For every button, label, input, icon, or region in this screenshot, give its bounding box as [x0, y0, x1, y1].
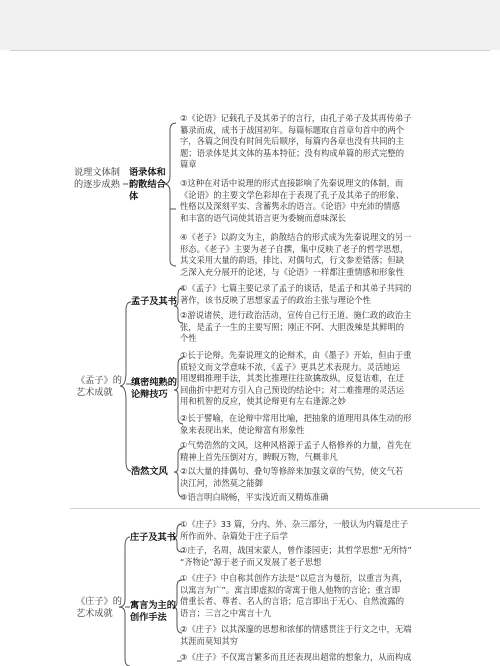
item-line: 其文采用大量的韵语，排比、对偶句式，行文参差错落；但缺 [180, 255, 405, 265]
item-line: 借重长者、尊者、名人的言语；卮言即出于无心、自然流露的 [180, 596, 405, 606]
item-line: 其涯而莫知其穷 [180, 635, 239, 646]
section-label-prose-maturity [74, 167, 120, 191]
item-line: ③《庄子》不仅寓言繁多而且还表现出超常的想象力，从而构成 [180, 652, 412, 662]
section-label-line: 的逐步成熟 [74, 179, 120, 190]
item-line: 以寓言为广”。寓言即虚拟的寄寓于他人他物的言论；重言即 [180, 584, 401, 595]
item-line: 质轻文而文学意味不浓，《孟子》更具艺术表现力。灵活地运 [180, 361, 400, 372]
item-debate-metaphor [180, 413, 480, 436]
item-line: 和丰富的语气词使其语言更为委婉而意味深长 [180, 212, 346, 223]
item-line: 纂录而成，成书于战国初年。每篇标题取自首章句首中的两个 [180, 124, 405, 135]
item-fable-three-words [180, 573, 480, 619]
subtopic-title-analects-laozi: 语录体和韵散结合体 [129, 167, 166, 202]
item-line: “齐物论”源于老子而又发展了老子思想 [180, 556, 322, 567]
item-style-parallelism [180, 466, 480, 489]
item-line: ②《庄子》以其深邃的思想和浓郁的情感贯注于行文之中，无端 [180, 624, 412, 634]
item-line: 象来表现出来，使论辩富有形象性 [180, 424, 305, 435]
item-line: ④《老子》以韵文为主，韵散结合的形式成为先秦说理文的另一 [180, 232, 412, 242]
item-line: 乏深入充分展开的论述，与《论语》一样都注重情感和形象性 [180, 266, 405, 277]
item-style-language [180, 492, 480, 504]
item-line: ①《庄子》中自称其创作方法是“以卮言为曼衍，以重言为真， [180, 573, 408, 583]
subtopic-title-mencius-book: 孟子及其书 [131, 296, 177, 307]
item-line: ②《论语》记载孔子及其弟子的言行，由孔子弟子及其再传弟子 [180, 113, 412, 123]
item-line: 著作，该书反映了思想家孟子的政治主张与理论个性 [180, 294, 371, 305]
item-fable-emotion [180, 624, 480, 647]
item-line: 精神上首先压倒对方，睥睨万物，气概非凡 [180, 451, 338, 462]
section-label-line: 说理文体制 [74, 167, 120, 178]
item-line: ①《庄子》33 篇，分内、外、杂三部分，一般认为内篇是庄子 [180, 519, 409, 529]
item-line: 语言；三言之中寓言十九 [180, 607, 272, 618]
item-line: ②游说诸侯，进行政治活动，宣传自己行王道、施仁政的政治主 [180, 310, 412, 320]
item-line: ①长于论辩。先秦说理文的论辩术，由《墨子》开始，但由于重 [180, 350, 412, 360]
item-line: ②庄子，名周，战国宋蒙人，曾作漆园吏；其哲学思想“无所恃” [180, 545, 412, 555]
item-line: ③语言明白晓畅，平实浅近而又精炼准确 [180, 492, 329, 502]
item-fable-imagination [180, 652, 480, 664]
item-line: ①《孟子》七篇主要记录了孟子的谈话，是孟子和其弟子共同的 [180, 283, 412, 293]
item-zhuangzi-author [180, 545, 480, 568]
section-label-zhuangzi [76, 596, 122, 620]
item-line: ②以大量的排偶句、叠句等修辞来加强文章的气势，使文气若 [180, 466, 404, 476]
item-line: 性格以及深刻平实、含蓄隽永的语言。《论语》中充沛的情感 [180, 201, 400, 211]
item-line: ①气势浩然的文风，这种风格源于孟子人格修养的力量，首先在 [180, 440, 412, 450]
item-style-vigor [180, 440, 480, 463]
item-line: 形态。《老子》主要为老子自撰，集中反映了老子的哲学思想， [180, 243, 409, 254]
item-line: 个性 [180, 333, 197, 343]
subtopic-title-zhuangzi-book: 庄子及其书 [130, 532, 176, 543]
item-line: 决江河，沛然莫之能御 [180, 477, 263, 488]
item-line: 用逻辑推理手法，其类比推理往往欲擒故纵，反复诘难，在迂 [180, 373, 405, 383]
item-analects-record [180, 113, 480, 171]
item-line: 题；语录体是其文体的基本特征；没有构成单篇的形式完整的 [180, 147, 405, 158]
item-mencius-lobbying [180, 310, 480, 345]
item-debate-logic [180, 350, 480, 408]
item-line: 张，是孟子一生的主要写照；刚正不阿、大胆泼辣是其鲜明的 [180, 321, 405, 332]
subtopic-title-debate-skill: 缜密纯熟的论辩技巧 [131, 377, 177, 400]
item-line: ③这种在对话中说理的形式直接影响了先秦说理文的体制，而 [180, 178, 404, 188]
section-label-line: 艺术成就 [76, 387, 113, 398]
subtopic-title-grand-style: 浩然文风 [131, 466, 168, 477]
item-line: ②长于譬喻，在论辩中常用比喻，把抽象的道理用具体生动的形 [180, 413, 412, 423]
item-line: 《论语》的主要文学色彩却在于表现了孔子及其弟子的形象、 [180, 189, 405, 200]
item-line: 篇章 [180, 159, 197, 169]
item-mencius-seven-chapters [180, 283, 480, 306]
section-label-mencius [76, 375, 122, 399]
item-line: 字，各篇之间没有时间先后顺序，每篇内各章也没有共同的主 [180, 136, 405, 146]
section-label-line: 《庄子》的 [76, 596, 122, 607]
item-line: 回曲折中把对方引入自己预设的结论中；对二难推理的灵活运 [180, 384, 405, 395]
item-laozi-rhyme [180, 232, 480, 278]
subtopic-title-fable-method: 寓言为主的创作手法 [130, 600, 176, 623]
item-line: 所作而外、杂篇处于庄子后学 [180, 530, 288, 541]
item-line: 用和机智的反应，使其论辩更有左右逢源之妙 [180, 396, 346, 406]
item-dialogue-influence [180, 178, 480, 224]
section-label-line: 艺术成就 [76, 608, 113, 619]
divider-middle [70, 508, 480, 509]
item-zhuangzi-33-chapters [180, 519, 480, 542]
section-label-line: 《孟子》的 [76, 375, 122, 386]
